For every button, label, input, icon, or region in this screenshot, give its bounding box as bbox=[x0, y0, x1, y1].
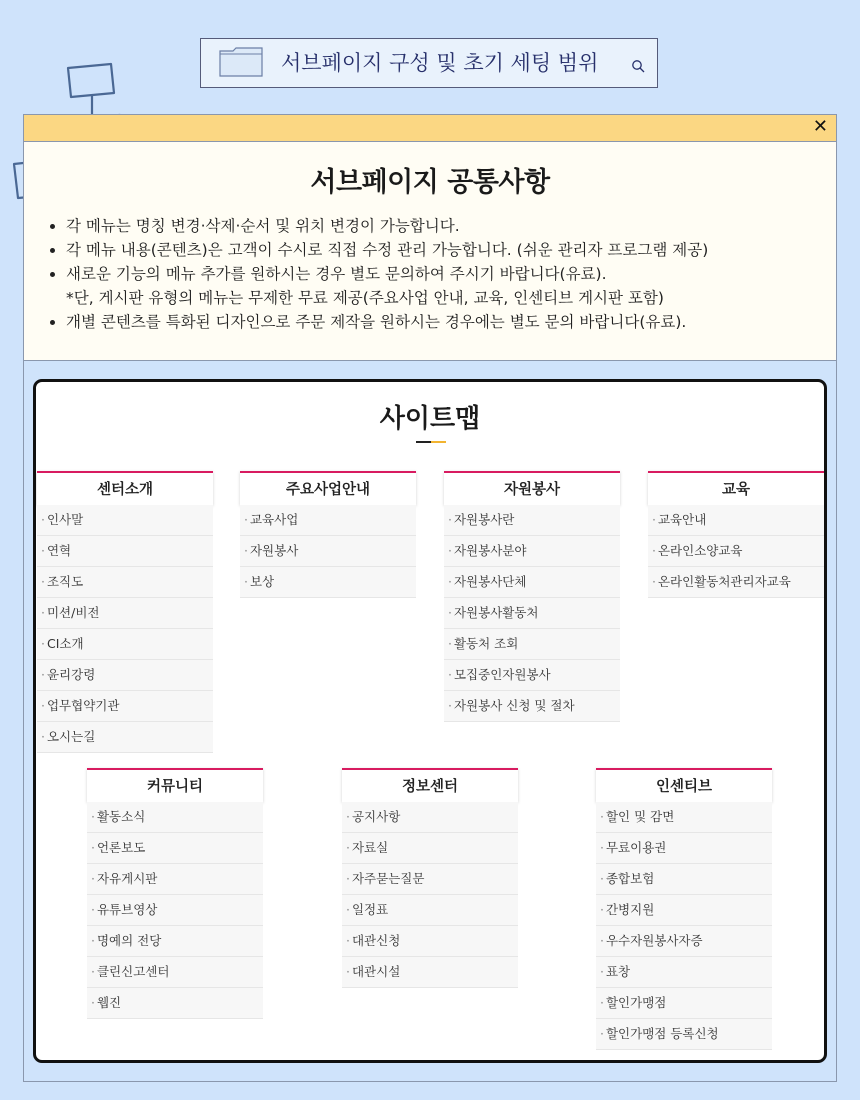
sitemap-item[interactable]: · 조직도 bbox=[37, 567, 213, 598]
close-icon[interactable]: ✕ bbox=[812, 116, 828, 137]
sitemap-item[interactable]: · 할인가맹점 등록신청 bbox=[596, 1019, 772, 1050]
sitemap-item[interactable]: · 자주묻는질문 bbox=[342, 864, 518, 895]
sitemap-item[interactable]: · 자료실 bbox=[342, 833, 518, 864]
notice-section bbox=[24, 142, 836, 361]
sitemap-column-title[interactable]: 교육 bbox=[648, 471, 824, 505]
notice-list bbox=[48, 214, 846, 334]
sitemap-column bbox=[342, 768, 518, 988]
sitemap-item[interactable]: · 활동처 조회 bbox=[444, 629, 620, 660]
sitemap-item[interactable]: · 교육안내 bbox=[648, 505, 824, 536]
sitemap-item[interactable]: · 클린신고센터 bbox=[87, 957, 263, 988]
sitemap-title: 사이트맵 bbox=[379, 404, 481, 434]
sitemap-item[interactable]: · 웹진 bbox=[87, 988, 263, 1019]
sitemap-item[interactable]: · 교육사업 bbox=[240, 505, 416, 536]
notice-heading: 서브페이지 공통사항 bbox=[310, 167, 550, 198]
sitemap-item[interactable]: · 간병지원 bbox=[596, 895, 772, 926]
sitemap-item[interactable]: · 보상 bbox=[240, 567, 416, 598]
notice-sub-note: *단, 게시판 유형의 메뉴는 무제한 무료 제공(주요사업 안내, 교육, 인센티브 게시판 포함) bbox=[66, 289, 664, 307]
sitemap-item[interactable]: · 할인 및 감면 bbox=[596, 802, 772, 833]
sitemap-item[interactable]: · 업무협약기관 bbox=[37, 691, 213, 722]
sitemap-item[interactable]: · 언론보도 bbox=[87, 833, 263, 864]
sitemap-item[interactable]: · 대관시설 bbox=[342, 957, 518, 988]
sitemap-item[interactable]: · 표창 bbox=[596, 957, 772, 988]
folder-icon bbox=[219, 47, 263, 77]
sitemap-item[interactable]: · 일정표 bbox=[342, 895, 518, 926]
sitemap-column-title[interactable]: 커뮤니티 bbox=[87, 768, 263, 802]
notice-item: • 새로운 기능의 메뉴 추가를 원하시는 경우 별도 문의하여 주시기 바랍니다(유료). *단, 게시판 유형의 메뉴는 무제한 무료 제공(주요사업 안내, 교육, 인센티브 게시판 포함) bbox=[66, 262, 846, 310]
title-underline bbox=[416, 441, 446, 443]
sitemap-column bbox=[648, 471, 824, 598]
sitemap-item[interactable]: · 자원봉사 신청 및 절차 bbox=[444, 691, 620, 722]
sitemap-item[interactable]: · 온라인소양교육 bbox=[648, 536, 824, 567]
sitemap-item[interactable]: · 자원봉사단체 bbox=[444, 567, 620, 598]
sitemap-item[interactable]: · 자유게시판 bbox=[87, 864, 263, 895]
sitemap-item[interactable]: · CI소개 bbox=[37, 629, 213, 660]
sitemap-column-title[interactable]: 자원봉사 bbox=[444, 471, 620, 505]
sitemap-item[interactable]: · 활동소식 bbox=[87, 802, 263, 833]
notice-item: • 각 메뉴 내용(콘텐츠)은 고객이 수시로 직접 수정 관리 가능합니다. (쉬운 관리자 프로그램 제공) bbox=[66, 238, 846, 262]
sitemap-column-title[interactable]: 인센티브 bbox=[596, 768, 772, 802]
sitemap-column bbox=[596, 768, 772, 1050]
panel-header-bar bbox=[24, 115, 836, 142]
sitemap-item[interactable]: · 무료이용권 bbox=[596, 833, 772, 864]
page-title-bar bbox=[200, 38, 658, 88]
sitemap-item[interactable]: · 오시는길 bbox=[37, 722, 213, 753]
notice-item: • 개별 콘텐츠를 특화된 디자인으로 주문 제작을 원하시는 경우에는 별도 문의 바랍니다(유료). bbox=[66, 310, 846, 334]
sitemap-item[interactable]: · 유튜브영상 bbox=[87, 895, 263, 926]
sitemap-item[interactable]: · 종합보험 bbox=[596, 864, 772, 895]
sitemap-item[interactable]: · 명예의 전당 bbox=[87, 926, 263, 957]
sitemap-item[interactable]: · 자원봉사활동처 bbox=[444, 598, 620, 629]
sitemap-item[interactable]: · 미션/비전 bbox=[37, 598, 213, 629]
sitemap-item[interactable]: · 할인가맹점 bbox=[596, 988, 772, 1019]
sitemap-item[interactable]: · 자원봉사란 bbox=[444, 505, 620, 536]
sitemap bbox=[33, 379, 827, 1063]
notice-item: • 각 메뉴는 명칭 변경·삭제·순서 및 위치 변경이 가능합니다. bbox=[66, 214, 846, 238]
sitemap-item[interactable]: · 공지사항 bbox=[342, 802, 518, 833]
sitemap-item[interactable]: · 우수자원봉사자증 bbox=[596, 926, 772, 957]
sitemap-column bbox=[444, 471, 620, 722]
sitemap-item[interactable]: · 모집중인자원봉사 bbox=[444, 660, 620, 691]
sitemap-column-title[interactable]: 정보센터 bbox=[342, 768, 518, 802]
page-title: 서브페이지 구성 및 초기 세팅 범위 bbox=[281, 51, 599, 75]
sitemap-column-title[interactable]: 주요사업안내 bbox=[240, 471, 416, 505]
sitemap-item[interactable]: · 인사말 bbox=[37, 505, 213, 536]
sitemap-item[interactable]: · 자원봉사분야 bbox=[444, 536, 620, 567]
sitemap-column bbox=[240, 471, 416, 598]
sitemap-column bbox=[87, 768, 263, 1019]
search-icon[interactable] bbox=[631, 59, 645, 73]
sitemap-item[interactable]: · 연혁 bbox=[37, 536, 213, 567]
sitemap-item[interactable]: · 자원봉사 bbox=[240, 536, 416, 567]
sitemap-item[interactable]: · 윤리강령 bbox=[37, 660, 213, 691]
sitemap-column bbox=[37, 471, 213, 753]
content-panel bbox=[23, 114, 837, 1082]
sitemap-column-title[interactable]: 센터소개 bbox=[37, 471, 213, 505]
sitemap-item[interactable]: · 대관신청 bbox=[342, 926, 518, 957]
sitemap-item[interactable]: · 온라인활동처관리자교육 bbox=[648, 567, 824, 598]
